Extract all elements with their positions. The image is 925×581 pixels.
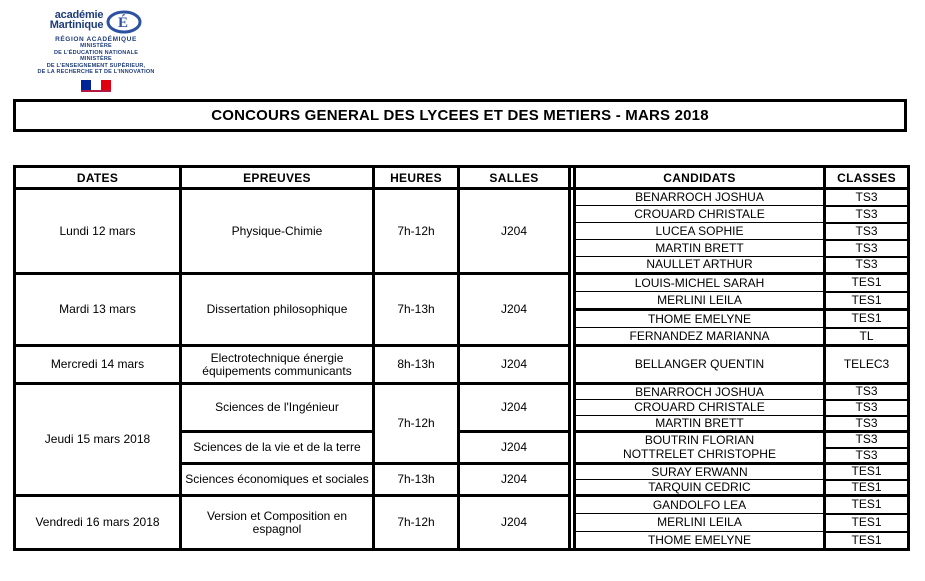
class-cell: TS3 — [825, 384, 909, 400]
candidate-name-cell: LOUIS-MICHEL SARAH — [575, 274, 825, 292]
salle-cell: J204 — [459, 189, 570, 274]
flag-blue-stripe — [81, 80, 91, 90]
class-cell: TES1 — [825, 464, 909, 480]
salle-cell: J204 — [459, 496, 570, 550]
salle-cell: J204 — [459, 464, 570, 496]
flag-red-stripe — [101, 80, 111, 90]
logo-academy-name — [50, 10, 104, 30]
svg-text:É: É — [118, 15, 129, 31]
candidate-name-cell: FERNANDEZ MARIANNA — [575, 328, 825, 346]
candidate-name-cell: CROUARD CHRISTALE — [575, 400, 825, 416]
french-flag-icon — [81, 80, 111, 92]
column-header-salles: SALLES — [459, 167, 570, 189]
candidate-name-cell: BOUTRIN FLORIAN — [575, 432, 825, 448]
title-box — [13, 99, 907, 132]
candidate-name-cell: TARQUIN CEDRIC — [575, 480, 825, 496]
class-cell: TES1 — [825, 532, 909, 550]
date-cell: Vendredi 16 mars 2018 — [15, 496, 181, 550]
class-cell: TES1 — [825, 292, 909, 310]
class-cell: TS3 — [825, 416, 909, 432]
class-cell: TES1 — [825, 274, 909, 292]
column-header-classes: CLASSES — [825, 167, 909, 189]
candidate-name-cell: NOTTRELET CHRISTOPHE — [575, 448, 825, 464]
logo-academie-word: académie — [54, 9, 104, 21]
schedule-table — [13, 165, 910, 551]
date-cell: Jeudi 15 mars 2018 — [15, 384, 181, 496]
class-cell: TES1 — [825, 480, 909, 496]
epreuve-cell: Electrotechnique énergie équipements communicants — [181, 346, 374, 384]
flag-white-stripe — [91, 80, 101, 90]
table-row — [15, 384, 909, 400]
epreuve-cell: Sciences économiques et sociales — [181, 464, 374, 496]
academie-martinique-logo — [26, 6, 166, 92]
epreuve-cell: Sciences de l'Ingénieur — [181, 384, 374, 432]
epreuve-cell: Physique-Chimie — [181, 189, 374, 274]
epreuve-cell: Sciences de la vie et de la terre — [181, 432, 374, 464]
logo-ministere-line: MINISTÈRE — [80, 56, 112, 62]
epreuve-cell: Dissertation philosophique — [181, 274, 374, 346]
logo-ministere-line: DE LA RECHERCHE ET DE L'INNOVATION — [37, 69, 155, 75]
candidate-name-cell: BELLANGER QUENTIN — [575, 346, 825, 384]
logo-wordmark — [26, 6, 166, 34]
heure-cell: 8h-13h — [374, 346, 459, 384]
date-cell: Lundi 12 mars — [15, 189, 181, 274]
heure-cell: 7h-12h — [374, 384, 459, 464]
page-title: CONCOURS GENERAL DES LYCEES ET DES METIERS - MARS 2018 — [211, 107, 709, 124]
class-cell: TL — [825, 328, 909, 346]
class-cell: TS3 — [825, 206, 909, 223]
table-header-row — [15, 167, 909, 189]
column-header-dates: DATES — [15, 167, 181, 189]
table-row — [15, 189, 909, 206]
logo-region-academique-label: RÉGION ACADÉMIQUE — [55, 36, 137, 43]
table-row — [15, 346, 909, 384]
class-cell: TS3 — [825, 223, 909, 240]
class-cell: TES1 — [825, 496, 909, 514]
logo-ministere-line: DE L'ÉDUCATION NATIONALE — [53, 49, 139, 56]
logo-region-word: Martinique — [49, 19, 104, 31]
candidate-name-cell: NAULLET ARTHUR — [575, 257, 825, 274]
candidate-name-cell: MERLINI LEILA — [575, 292, 825, 310]
candidate-name-cell: CROUARD CHRISTALE — [575, 206, 825, 223]
logo-ministere-line: DE L'ENSEIGNEMENT SUPÉRIEUR, — [46, 62, 146, 69]
salle-cell: J204 — [459, 346, 570, 384]
class-cell: TS3 — [825, 448, 909, 464]
logo-ministere-line: MINISTÈRE — [80, 43, 112, 49]
heure-cell: 7h-13h — [374, 274, 459, 346]
candidate-name-cell: MARTIN BRETT — [575, 240, 825, 257]
candidate-name-cell: THOME EMELYNE — [575, 532, 825, 550]
candidate-name-cell: SURAY ERWANN — [575, 464, 825, 480]
date-cell: Mercredi 14 mars — [15, 346, 181, 384]
class-cell: TES1 — [825, 514, 909, 532]
candidate-name-cell: MARTIN BRETT — [575, 416, 825, 432]
candidate-name-cell: GANDOLFO LEA — [575, 496, 825, 514]
class-cell: TS3 — [825, 189, 909, 206]
column-header-heures: HEURES — [374, 167, 459, 189]
heure-cell: 7h-13h — [374, 464, 459, 496]
candidate-name-cell: BENARROCH JOSHUA — [575, 384, 825, 400]
salle-cell: J204 — [459, 432, 570, 464]
heure-cell: 7h-12h — [374, 496, 459, 550]
candidate-name-cell: LUCEA SOPHIE — [575, 223, 825, 240]
class-cell: TS3 — [825, 432, 909, 448]
candidate-name-cell: BENARROCH JOSHUA — [575, 189, 825, 206]
candidate-name-cell: MERLINI LEILA — [575, 514, 825, 532]
class-cell: TS3 — [825, 400, 909, 416]
date-cell: Mardi 13 mars — [15, 274, 181, 346]
heure-cell: 7h-12h — [374, 189, 459, 274]
class-cell: TS3 — [825, 257, 909, 274]
salle-cell: J204 — [459, 274, 570, 346]
salle-cell: J204 — [459, 384, 570, 432]
candidate-name-cell: THOME EMELYNE — [575, 310, 825, 328]
column-header-epreuves: EPREUVES — [181, 167, 374, 189]
class-cell: TELEC3 — [825, 346, 909, 384]
column-header-candidats: CANDIDATS — [575, 167, 825, 189]
table-row — [15, 496, 909, 514]
academie-e-icon — [104, 6, 142, 34]
logo-ministere-lines — [26, 43, 166, 76]
table-row — [15, 274, 909, 292]
epreuve-cell: Version et Composition en espagnol — [181, 496, 374, 550]
class-cell: TES1 — [825, 310, 909, 328]
class-cell: TS3 — [825, 240, 909, 257]
